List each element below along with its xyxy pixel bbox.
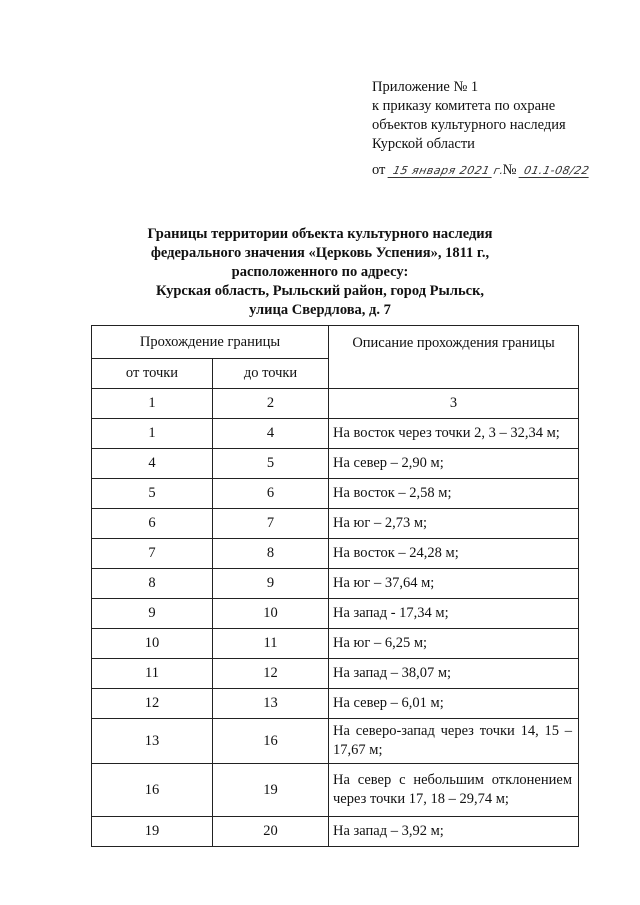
from-point-cell: 11 xyxy=(92,659,213,689)
description-cell: На восток – 24,28 м; xyxy=(329,539,579,569)
table-row xyxy=(92,629,579,659)
table-row xyxy=(92,569,579,599)
table-row xyxy=(92,479,579,509)
description-cell: На восток через точки 2, 3 – 32,34 м; xyxy=(329,419,579,449)
from-point-cell: 19 xyxy=(92,817,213,847)
description-cell: На юг – 2,73 м; xyxy=(329,509,579,539)
from-point-cell: 13 xyxy=(92,719,213,764)
description-cell: На юг – 6,25 м; xyxy=(329,629,579,659)
document-title xyxy=(80,225,560,320)
number-label: № xyxy=(502,162,517,178)
description-cell: На север с небольшим отклонением через точки 17, 18 – 29,74 м; xyxy=(329,764,579,817)
from-point-cell: 8 xyxy=(92,569,213,599)
appendix-line: объектов культурного наследия xyxy=(372,117,566,133)
description-cell: На север – 6,01 м; xyxy=(329,689,579,719)
title-line: улица Свердлова, д. 7 xyxy=(249,302,391,318)
header-from-point: от точки xyxy=(92,359,213,389)
to-point-cell: 4 xyxy=(213,419,329,449)
description-cell: На север – 2,90 м; xyxy=(329,449,579,479)
from-point-cell: 16 xyxy=(92,764,213,817)
table-row xyxy=(92,817,579,847)
from-point-cell: 9 xyxy=(92,599,213,629)
table-row xyxy=(92,599,579,629)
description-cell: На запад – 3,92 м; xyxy=(329,817,579,847)
date-prefix: от xyxy=(372,162,386,178)
table-row xyxy=(92,419,579,449)
to-point-cell: 5 xyxy=(213,449,329,479)
table-column-numbers-row xyxy=(92,389,579,419)
to-point-cell: 10 xyxy=(213,599,329,629)
title-line: федерального значения «Церковь Успения», 1811 г., xyxy=(150,245,490,261)
to-point-cell: 11 xyxy=(213,629,329,659)
to-point-cell: 9 xyxy=(213,569,329,599)
table-row xyxy=(92,764,579,817)
handwritten-number: 01.1-08/22 xyxy=(519,164,592,178)
appendix-block xyxy=(372,78,566,154)
header-description: Описание прохождения границы xyxy=(329,326,579,389)
to-point-cell: 8 xyxy=(213,539,329,569)
description-cell: На запад – 38,07 м; xyxy=(329,659,579,689)
table-row xyxy=(92,719,579,764)
boundary-table xyxy=(91,325,579,847)
title-line: Курская область, Рыльский район, город Рыльск, xyxy=(155,283,485,299)
column-number: 3 xyxy=(329,389,579,419)
from-point-cell: 10 xyxy=(92,629,213,659)
header-boundary-passage: Прохождение границы xyxy=(92,326,329,359)
description-cell: На восток – 2,58 м; xyxy=(329,479,579,509)
to-point-cell: 19 xyxy=(213,764,329,817)
title-line: Границы территории объекта культурного наследия xyxy=(147,226,493,242)
from-point-cell: 5 xyxy=(92,479,213,509)
column-number: 2 xyxy=(213,389,329,419)
title-line: расположенного по адресу: xyxy=(231,264,409,280)
table-row xyxy=(92,449,579,479)
to-point-cell: 20 xyxy=(213,817,329,847)
column-number: 1 xyxy=(92,389,213,419)
header-to-point: до точки xyxy=(213,359,329,389)
description-cell: На юг – 37,64 м; xyxy=(329,569,579,599)
table-header-row xyxy=(92,326,579,359)
order-date-number xyxy=(372,162,590,179)
table-row xyxy=(92,689,579,719)
from-point-cell: 12 xyxy=(92,689,213,719)
to-point-cell: 13 xyxy=(213,689,329,719)
appendix-line: Приложение № 1 xyxy=(372,79,479,95)
description-cell: На северо-запад через точки 14, 15 – 17,67 м; xyxy=(329,719,579,764)
to-point-cell: 16 xyxy=(213,719,329,764)
table-row xyxy=(92,539,579,569)
to-point-cell: 7 xyxy=(213,509,329,539)
table-row xyxy=(92,509,579,539)
to-point-cell: 12 xyxy=(213,659,329,689)
from-point-cell: 7 xyxy=(92,539,213,569)
from-point-cell: 1 xyxy=(92,419,213,449)
appendix-line: Курской области xyxy=(372,136,475,152)
from-point-cell: 6 xyxy=(92,509,213,539)
description-cell: На запад - 17,34 м; xyxy=(329,599,579,629)
from-point-cell: 4 xyxy=(92,449,213,479)
appendix-line: к приказу комитета по охране xyxy=(372,98,556,114)
table-row xyxy=(92,659,579,689)
to-point-cell: 6 xyxy=(213,479,329,509)
handwritten-date: 15 января 2021 г. xyxy=(388,164,495,178)
